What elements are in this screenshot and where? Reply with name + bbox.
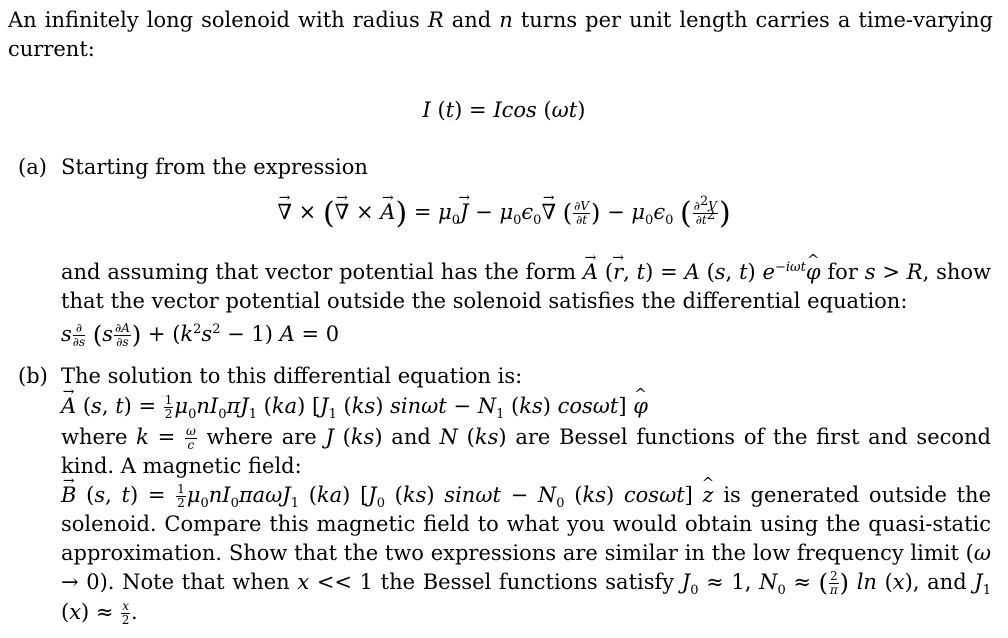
part-b-label: (b) xyxy=(18,364,48,388)
part-a-assumption: and assuming that vector potential has the form → A (→ r, t) = A (s, t) $e^{-i\omega t}\^{}$ φ for s > R, show that the vector potential outside the solenoid satisfies the differential equation: xyxy=(61,258,991,316)
part-a-label: (a) xyxy=(18,155,47,179)
part-b-solution-intro: The solution to this differential equation is: xyxy=(61,364,523,388)
solution-equation: → A (s, t) = $\frac{1}{2}$ $\mu_0nI_0\pi J_1$ (ka) [$J_1$ (ks) $\sin\omega t - N_1$ (ks) cosωt] ^ φ xyxy=(61,392,991,421)
part-a-starting: Starting from the expression xyxy=(61,155,368,179)
part-b-field-text: → B (s, t) = $\frac{1}{2}$ $\mu_0nI_0\pi a\omega J_1$ (ka) [$J_0$ (ks) $\sin\omega t - N_0$ (ks) cosωt] ^ z is generated outside the solenoid. Compare this magnetic field to what you would obtain using the quasi-static approximation. Show that the two expressions are similar in the low frequency limit (ω → 0). Note that when x << 1 the Bessel functions satisfy $J_0 \approx 1$, $N_0$ ≈ ( $\frac{2}{\pi}$ ) ln (x), and $J_1$ (x) ≈ $\frac{x}{2}$ . xyxy=(61,481,991,627)
diff-equation: s $\frac{\partial}{\partial s}$ (s $\frac{\partial A}{\partial s}$ ) + $(k^2s^2 - 1) A = 0$ xyxy=(61,321,340,349)
part-b-where-text: where k = $\frac{\omega}{c}$ where are J (ks) and N (ks) are Bessel functions of the first and second kind. A magnetic field: xyxy=(61,424,991,478)
problem-intro: An infinitely long solenoid with radius R and n turns per unit length carries a time-varying current: xyxy=(8,8,993,61)
curl-equation: → ∇ × (→ ∇ × → $A) = \mu_0\to J - \mu_0\epsilon_0\to$ ∇ ( $\frac{\partial V}{\partial t}$ ) − $\mu_0\epsilon_0$ ( $\frac{\partial^2V}{\partial t^2}$ ) xyxy=(0,198,1008,228)
current-equation: I (t) = Icos (ωt) xyxy=(422,98,586,122)
